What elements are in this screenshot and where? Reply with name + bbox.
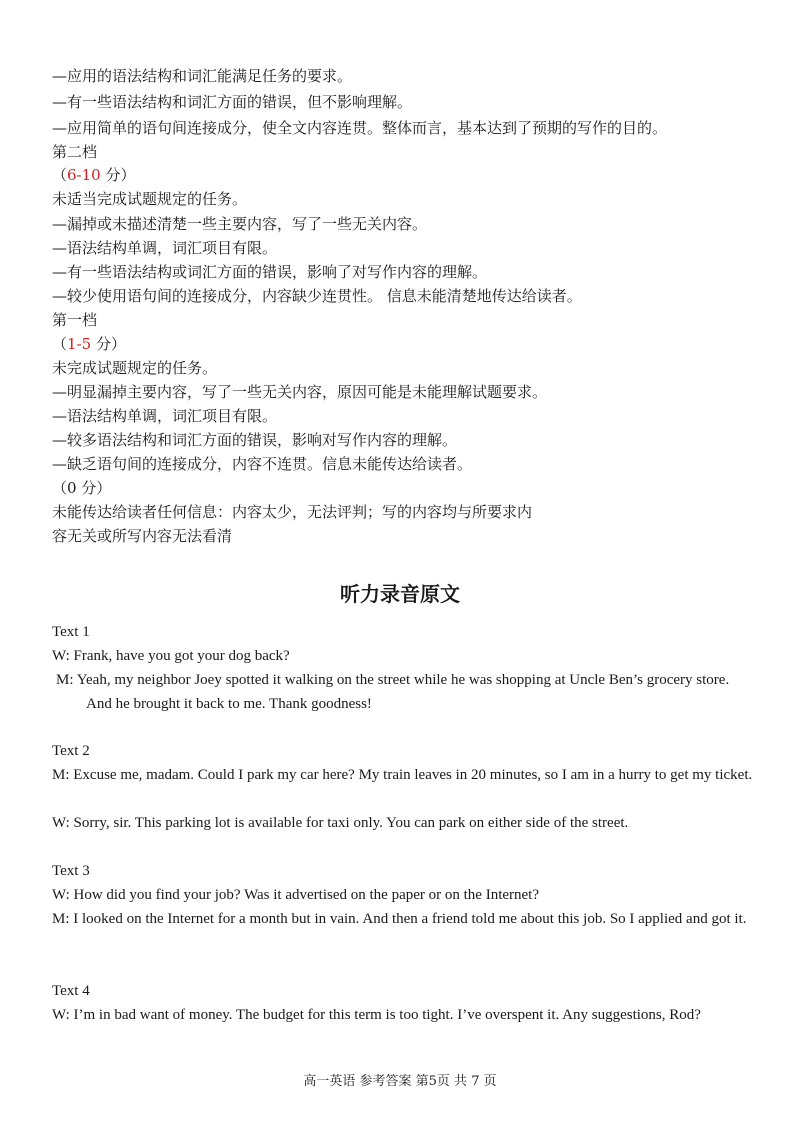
criteria-line: 未适当完成试题规定的任务。 [52,190,248,208]
criteria-line: —语法结构单调，词汇项目有限。 [52,407,278,425]
criteria-line: —有一些语法结构或词汇方面的错误，影响了对写作内容的理解。 [52,263,488,281]
criteria-line: —应用简单的语句间连接成分，使全文内容连贯。整体而言，基本达到了预期的写作的目的。 [52,119,668,137]
criteria-line: —较少使用语句间的连接成分，内容缺少连贯性。 信息未能清楚地传达给读者。 [52,287,582,305]
tier0-range: （0 分） [52,479,112,497]
dialogue-line: W: I’m in bad want of money. The budget for this term is too tight. I’ve overspent it. Any suggestions, Rod? [52,1007,701,1023]
tier1-range: （1-5 分） [52,335,126,353]
text-label: Text 4 [52,983,90,999]
dialogue-line: M: Yeah, my neighbor Joey spotted it walking on the street while he was shopping at Uncle Ben’s grocery store. And he brought it back to me. Thank goodness! [56,672,730,712]
tier2-heading: 第二档 [52,143,98,161]
criteria-line: —明显漏掉主要内容，写了一些无关内容，原因可能是未能理解试题要求。 [52,383,548,401]
text-label: Text 3 [52,863,90,879]
tier2-range: （6-10 分） [52,166,136,184]
tier1-range-value: 1-5 [67,335,92,353]
criteria-line: 未能传达给读者任何信息：内容太少，无法评判；写的内容均与所要求内 [52,503,533,521]
criteria-line: —漏掉或未描述清楚一些主要内容，写了一些无关内容。 [52,215,428,233]
criteria-line: —缺乏语句间的连接成分，内容不连贯。信息未能传达给读者。 [52,455,473,473]
dialogue-line: M: I looked on the Internet for a month but in vain. And then a friend told me about this job. So I applied and got it. [52,911,747,927]
criteria-line: 未完成试题规定的任务。 [52,359,218,377]
dialogue-line: W: How did you find your job? Was it advertised on the paper or on the Internet? [52,887,539,903]
tier2-range-value: 6-10 [67,166,101,184]
criteria-line: —较多语法结构和词汇方面的错误，影响对写作内容的理解。 [52,431,458,449]
page-footer: 高一英语 参考答案 第5页 共 7 页 [303,1074,497,1089]
criteria-line: —应用的语法结构和词汇能满足任务的要求。 [52,67,353,85]
dialogue-line: W: Sorry, sir. This parking lot is available for taxi only. You can park on either side of the street. [52,815,629,831]
criteria-line: —有一些语法结构和词汇方面的错误，但不影响理解。 [52,93,413,111]
criteria-line: —语法结构单调，词汇项目有限。 [52,239,278,257]
criteria-line: 容无关或所写内容无法看清 [52,527,233,545]
dialogue-line: M: Excuse me, madam. Could I park my car here? My train leaves in 20 minutes, so I am in a hurry to get my ticket. [52,767,753,783]
transcript-title: 听力录音原文 [340,582,460,606]
tier1-heading: 第一档 [52,311,98,329]
text-label: Text 1 [52,624,90,640]
text-label: Text 2 [52,743,90,759]
dialogue-line: W: Frank, have you got your dog back? [52,648,290,664]
